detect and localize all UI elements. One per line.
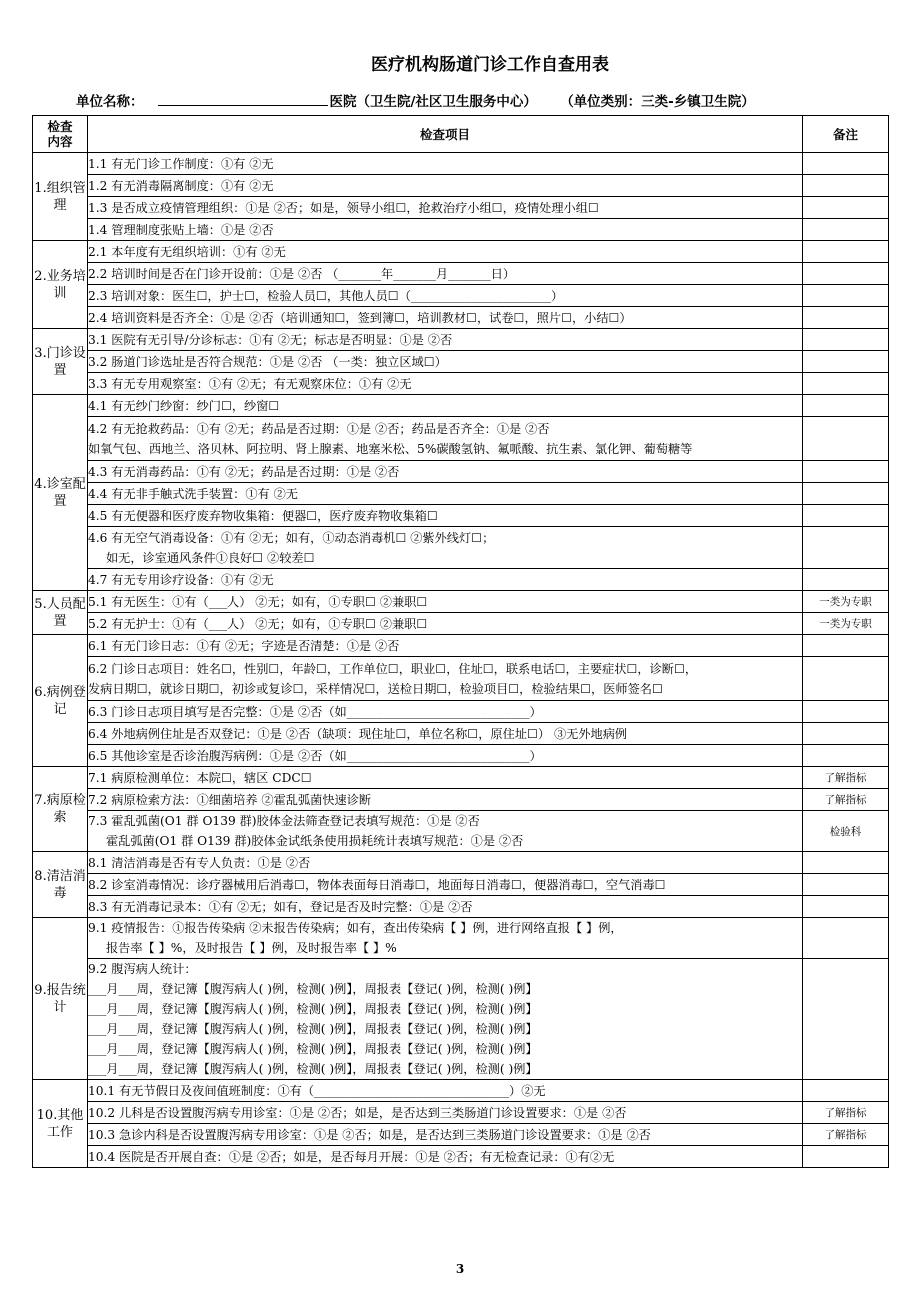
remark-cell [803,852,889,874]
check-item [88,591,803,613]
remark-cell: 了解指标 [803,767,889,789]
table-row [33,1080,889,1102]
remark-cell [803,1146,889,1168]
remark-cell [803,505,889,527]
table-header-row [33,116,889,153]
check-item-line: 8.1 清洁消毒是否有专人负责：①是 ②否 [88,855,311,870]
check-item-line: 1.4 管理制度张贴上墙：①是 ②否 [88,222,274,237]
table-row [33,263,889,285]
check-item [88,241,803,263]
remark-cell [803,1080,889,1102]
check-item [88,657,803,701]
check-item-line: 4.4 有无非手触式洗手装置：①有 ②无 [88,486,298,501]
remark-cell [803,395,889,417]
check-item-line: 4.5 有无便器和医疗废弃物收集箱：便器☐，医疗废弃物收集箱☐ [88,508,438,523]
check-item-line: 如氧气包、西地兰、洛贝林、阿拉明、肾上腺素、地塞米松、5%碳酸氢钠、氟哌酸、抗生素、氯化钾、葡萄糖等 [88,441,693,456]
remark-cell [803,461,889,483]
table-row [33,723,889,745]
header-check-items: 检查项目 [88,116,803,153]
check-item [88,373,803,395]
remark-cell [803,373,889,395]
check-item-line: 3.3 有无专用观察室：①有 ②无；有无观察床位：①有 ②无 [88,376,412,391]
check-item [88,1080,803,1102]
check-item-line: 4.3 有无消毒药品：①有 ②无；药品是否过期：①是 ②否 [88,464,400,479]
check-item [88,745,803,767]
section-category: 9.报告统计 [33,918,88,1080]
remark-cell [803,745,889,767]
check-item-line: ___月___周，登记簿【腹泻病人( )例，检测( )例】，周报表【登记( )例，检测( )例】 [88,982,538,996]
table-row [33,461,889,483]
section-category: 4.诊室配置 [33,395,88,591]
unit-name-label: 单位名称： [76,94,144,110]
remark-cell [803,723,889,745]
check-item-line: 8.2 诊室消毒情况：诊疗器械用后消毒☐，物体表面每日消毒☐，地面每日消毒☐，便器消毒☐，空气消毒☐ [88,877,666,892]
check-item-line: 1.1 有无门诊工作制度：①有 ②无 [88,156,274,171]
check-item-line: 6.4 外地病例住址是否双登记：①是 ②否（缺项：现住址☐，单位名称☐，原住址☐） ③无外地病例 [88,726,628,741]
check-item [88,569,803,591]
section-category: 1.组织管理 [33,153,88,241]
check-item-line: 3.1 医院有无引导/分诊标志：①有 ②无；标志是否明显：①是 ②否 [88,332,453,347]
check-item [88,307,803,329]
table-row [33,918,889,959]
check-item [88,395,803,417]
check-item-line: 5.2 有无护士：①有（___人） ②无；如有，①专职☐ ②兼职☐ [88,616,428,631]
check-item-line: 5.1 有无医生：①有（___人） ②无；如有，①专职☐ ②兼职☐ [88,594,428,609]
check-item-line: 7.3 霍乱弧菌(O1 群 O139 群)胶体金法筛查登记表填写规范：①是 ②否 [88,814,480,828]
check-item-line: 2.1 本年度有无组织培训：①有 ②无 [88,244,286,259]
check-item-line: 6.2 门诊日志项目：姓名☐，性别☐，年龄☐，工作单位☐，职业☐，住址☐，联系电话☐，主要症状☐，诊断☐， [88,661,698,676]
check-item-line: 1.3 是否成立疫情管理组织：①是 ②否；如是，领导小组☐，抢救治疗小组☐，疫情处理小组☐ [88,200,599,215]
remark-cell [803,175,889,197]
table-row [33,613,889,635]
check-item [88,767,803,789]
check-item [88,896,803,918]
header-check-content: 检查内容 [33,116,88,153]
check-item [88,285,803,307]
table-row [33,197,889,219]
check-item [88,789,803,811]
table-row [33,527,889,569]
remark-cell [803,569,889,591]
section-category: 2.业务培训 [33,241,88,329]
table-row [33,329,889,351]
remark-cell [803,896,889,918]
page-number: 3 [455,1262,465,1276]
remark-cell [803,918,889,959]
table-row [33,789,889,811]
remark-cell [803,959,889,1080]
remark-cell [803,417,889,461]
table-row [33,591,889,613]
check-item-line: ___月___周，登记簿【腹泻病人( )例，检测( )例】，周报表【登记( )例，检测( )例】 [88,1042,538,1056]
remark-cell [803,657,889,701]
table-row [33,635,889,657]
table-row [33,417,889,461]
check-item [88,329,803,351]
check-item [88,153,803,175]
section-category: 10.其他工作 [33,1080,88,1168]
check-item-line: 报告率【 】%，及时报告【 】例，及时报告率【 】% [106,941,397,955]
table-row [33,852,889,874]
remark-cell [803,263,889,285]
remark-cell [803,635,889,657]
check-item [88,635,803,657]
check-item [88,483,803,505]
check-item-line: 3.2 肠道门诊选址是否符合规范：①是 ②否 （一类：独立区域☐） [88,354,447,369]
check-item [88,874,803,896]
remark-cell: 了解指标 [803,1124,889,1146]
remark-cell [803,219,889,241]
check-item [88,461,803,483]
check-item-line: 霍乱弧菌(O1 群 O139 群)胶体金试纸条使用损耗统计表填写规范：①是 ②否 [106,834,524,848]
table-row [33,307,889,329]
checklist-body [33,153,889,1168]
check-item-line: 4.1 有无纱门纱窗：纱门☐，纱窗☐ [88,398,280,413]
remark-cell [803,329,889,351]
check-item-line: ___月___周，登记簿【腹泻病人( )例，检测( )例】，周报表【登记( )例，检测( )例】 [88,1002,538,1016]
check-item-line: 1.2 有无消毒隔离制度：①有 ②无 [88,178,274,193]
check-item [88,351,803,373]
table-row [33,767,889,789]
remark-cell: 了解指标 [803,1102,889,1124]
remark-cell [803,197,889,219]
check-item [88,613,803,635]
section-category: 7.病原检索 [33,767,88,852]
check-item [88,219,803,241]
check-item [88,197,803,219]
table-row [33,1124,889,1146]
check-item-line: 6.1 有无门诊日志：①有 ②无；字迹是否清楚：①是 ②否 [88,638,400,653]
check-item [88,417,803,461]
remark-cell: 一类为专职 [803,591,889,613]
check-item-line: 如无，诊室通风条件①良好☐ ②较差☐ [106,550,315,565]
section-category: 5.人员配置 [33,591,88,635]
table-row [33,373,889,395]
table-row [33,701,889,723]
section-category: 8.清洁消毒 [33,852,88,918]
check-item-line: 4.7 有无专用诊疗设备：①有 ②无 [88,572,274,587]
table-row [33,959,889,1080]
check-item-line: 9.1 疫情报告：①报告传染病 ②未报告传染病；如有，查出传染病【 】例，进行网络直报【 】例， [88,921,623,935]
check-item-line: 6.3 门诊日志项目填写是否完整：①是 ②否（如______________________________） [88,704,542,719]
section-category: 6.病例登记 [33,635,88,767]
remark-cell: 了解指标 [803,789,889,811]
check-item [88,701,803,723]
page-title: 医疗机构肠道门诊工作自查用表 [371,55,609,75]
remark-cell [803,285,889,307]
check-item-line: 7.2 病原检索方法：①细菌培养 ②霍乱弧菌快速诊断 [88,792,372,807]
check-item-line: 发病日期☐，就诊日期☐，初诊或复诊☐，采样情况☐，送检日期☐，检验项目☐，检验结果☐，医师签名☐ [88,681,663,696]
check-item-line: ___月___周，登记簿【腹泻病人( )例，检测( )例】，周报表【登记( )例，检测( )例】 [88,1022,538,1036]
table-row [33,395,889,417]
table-row [33,285,889,307]
section-category: 3.门诊设置 [33,329,88,395]
checklist-table [32,115,889,1168]
table-row [33,1102,889,1124]
remark-cell [803,874,889,896]
table-row [33,657,889,701]
check-item-line: ___月___周，登记簿【腹泻病人( )例，检测( )例】，周报表【登记( )例，检测( )例】 [88,1062,538,1076]
remark-cell: 一类为专职 [803,613,889,635]
check-item [88,527,803,569]
check-item [88,852,803,874]
check-item-line: 10.2 儿科是否设置腹泻病专用诊室：①是 ②否；如是，是否达到三类肠道门诊设置要求：①是 ②否 [88,1105,627,1120]
check-item-line: 2.2 培训时间是否在门诊开设前：①是 ②否 （_______年_______月_______日） [88,266,516,281]
check-item [88,918,803,959]
table-row [33,351,889,373]
check-item-line: 7.1 病原检测单位：本院☐，辖区 CDC☐ [88,770,312,785]
table-row [33,1146,889,1168]
table-row [33,874,889,896]
unit-category: （单位类别：三类-乡镇卫生院） [566,94,755,110]
remark-cell [803,701,889,723]
remark-cell [803,351,889,373]
check-item [88,959,803,1080]
check-item [88,175,803,197]
check-item-line: 2.3 培训对象：医生☐，护士☐，检验人员☐，其他人员☐（_______________________） [88,288,564,303]
table-row [33,241,889,263]
table-row [33,745,889,767]
check-item-line: 6.5 其他诊室是否诊治腹泻病例：①是 ②否（如______________________________） [88,748,542,763]
remark-cell [803,483,889,505]
check-item-line: 2.4 培训资料是否齐全：①是 ②否（培训通知☐，签到簿☐，培训教材☐，试卷☐，照片☐，小结☐） [88,310,632,325]
check-item [88,505,803,527]
remark-cell [803,153,889,175]
remark-cell [803,241,889,263]
unit-name-blank[interactable] [158,91,328,106]
table-row [33,219,889,241]
table-row [33,505,889,527]
table-row [33,569,889,591]
remark-cell [803,527,889,569]
check-item [88,1146,803,1168]
check-item [88,811,803,852]
check-item-line: 10.3 急诊内科是否设置腹泻病专用诊室：①是 ②否；如是，是否达到三类肠道门诊设置要求：①是 ②否 [88,1127,651,1142]
header-remarks: 备注 [803,116,889,153]
unit-line [76,90,896,110]
check-item-line: 4.2 有无抢救药品：①有 ②无；药品是否过期：①是 ②否；药品是否齐全：①是 ②否 [88,421,550,436]
check-item-line: 9.2 腹泻病人统计： [88,962,197,976]
check-item [88,1102,803,1124]
check-item [88,723,803,745]
table-row [33,153,889,175]
table-row [33,483,889,505]
check-item [88,263,803,285]
remark-cell: 检验科 [803,811,889,852]
remark-cell [803,307,889,329]
check-item-line: 10.1 有无节假日及夜间值班制度：①有（________________________________）②无 [88,1083,546,1098]
table-row [33,811,889,852]
check-item [88,1124,803,1146]
table-row [33,175,889,197]
check-item-line: 10.4 医院是否开展自查：①是 ②否；如是，是否每月开展：①是 ②否；有无检查记录：①有②无 [88,1149,615,1164]
check-item-line: 8.3 有无消毒记录本：①有 ②无；如有，登记是否及时完整：①是 ②否 [88,899,473,914]
unit-name-suffix: 医院（卫生院/社区卫生服务中心） [329,94,537,110]
table-row [33,896,889,918]
check-item-line: 4.6 有无空气消毒设备：①有 ②无；如有，①动态消毒机☐ ②紫外线灯☐； [88,530,495,545]
